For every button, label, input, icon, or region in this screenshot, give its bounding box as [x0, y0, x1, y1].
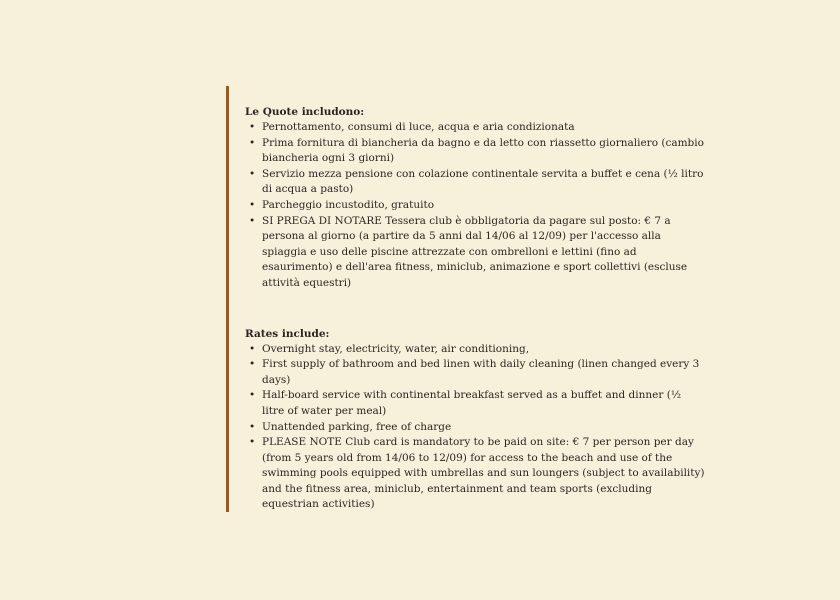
list-item-text: Parcheggio incustodito, gratuito: [262, 198, 435, 211]
included-list-english: [245, 342, 705, 514]
rates-document: [245, 104, 705, 513]
bullet-icon: •: [249, 121, 256, 133]
list-item: [245, 136, 705, 167]
accent-bar: [226, 86, 229, 512]
list-item-text: Prima fornitura di biancheria da bagno e da letto con riassetto giornaliero (cambio biancheria ogni 3 giorni): [262, 136, 704, 165]
bullet-icon: •: [249, 358, 256, 371]
bullet-icon: •: [249, 420, 256, 433]
list-item-text: Servizio mezza pensione con colazione continentale servita a buffet e cena (½ litro di acqua a pasto): [262, 167, 704, 196]
bullet-icon: •: [249, 167, 256, 180]
list-item-text: Overnight stay, electricity, water, air conditioning,: [262, 342, 530, 355]
bullet-icon: •: [249, 198, 256, 211]
bullet-icon: •: [249, 342, 256, 355]
list-item: [245, 420, 705, 436]
list-item-text: First supply of bathroom and bed linen with daily cleaning (linen changed every 3 days): [262, 358, 700, 386]
list-item: [245, 357, 705, 388]
list-item: [245, 388, 705, 419]
list-item: [245, 435, 705, 513]
bullet-icon: •: [249, 214, 256, 227]
list-item-text: PLEASE NOTE Club card is mandatory to be paid on site: € 7 per person per day (from 5 years old from 14/06 to 12/09) for access to the beach and use of the swimming pools equipped with umbrellas and sun loungers (subject to availability) and the fitness area, miniclub, entertainment and team sports (excluding equestrian activities): [262, 436, 705, 511]
list-item-text: SI PREGA DI NOTARE Tessera club è obbligatoria da pagare sul posto: € 7 a persona al giorno (a partire da 5 anni dal 14/06 al 12/09) per l'accesso alla spiaggia e uso delle piscine attrezzate con ombrelloni e lettini (fino ad esaurimento) e dell'area fitness, miniclub, animazione e sport collettivi (escluse attività equestri): [262, 214, 688, 289]
list-item: [245, 120, 705, 136]
section-italian: [245, 104, 705, 292]
bullet-icon: •: [249, 436, 256, 449]
list-item-text: Half-board service with continental breakfast served as a buffet and dinner (½ litre of water per meal): [262, 389, 682, 417]
list-item: [245, 198, 705, 214]
included-list-italian: [245, 120, 705, 292]
bullet-icon: •: [249, 389, 256, 402]
bullet-icon: •: [249, 136, 256, 149]
section-title-italian: Le Quote includono:: [245, 106, 365, 118]
list-item-text: Pernottamento, consumi di luce, acqua e aria condizionata: [262, 121, 575, 133]
list-item-text: Unattended parking, free of charge: [262, 420, 452, 433]
list-item: [245, 214, 705, 292]
section-title-english: Rates include:: [245, 327, 330, 340]
list-item: [245, 342, 705, 358]
section-english: [245, 326, 705, 514]
list-item: [245, 167, 705, 198]
